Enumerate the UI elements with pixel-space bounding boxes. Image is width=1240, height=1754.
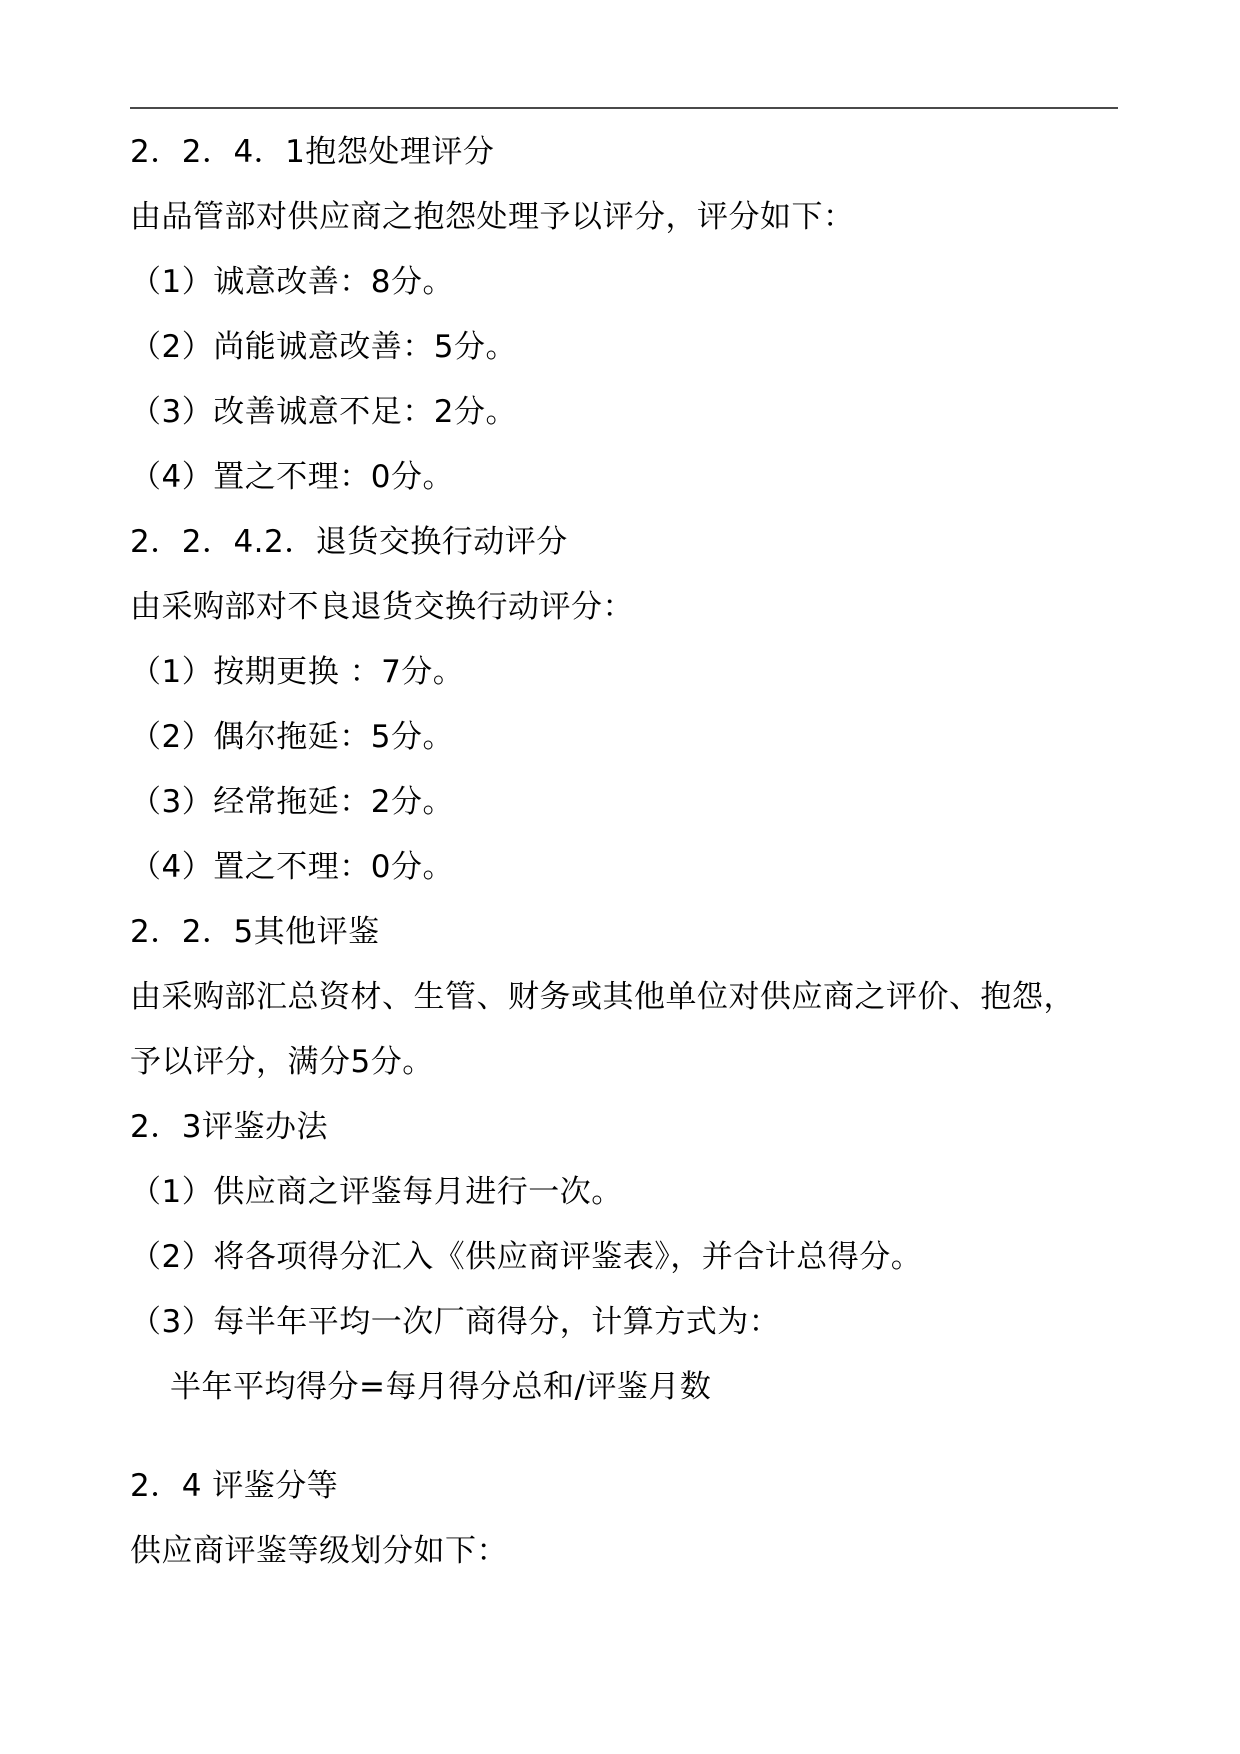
formula: 半年平均得分=每月得分总和/评鉴月数 [170,1369,712,1405]
section-heading-evaluation-grading: 2．4 评鉴分等 [130,1468,339,1504]
list-item: （2）将各项得分汇入《供应商评鉴表》，并合计总得分。 [130,1239,923,1275]
list-item: （2）尚能诚意改善：5分。 [130,329,517,365]
list-item: （3）每半年平均一次厂商得分，计算方式为： [130,1304,781,1340]
section-heading-return-exchange: 2．2．4.2．退货交换行动评分 [130,524,568,560]
section-heading-complaint-handling: 2．2．4．1抱怨处理评分 [130,134,495,170]
list-item: （2）偶尔拖延：5分。 [130,719,454,755]
header-rule [130,107,1118,109]
paragraph: 由采购部对不良退货交换行动评分： [130,589,634,625]
list-item: （1）按期更换 ：7分。 [130,654,465,690]
list-item: （3）经常拖延：2分。 [130,784,454,820]
list-item: （3）改善诚意不足：2分。 [130,394,517,430]
paragraph: 予以评分，满分5分。 [130,1044,434,1080]
list-item: （1）诚意改善：8分。 [130,264,454,300]
paragraph: 供应商评鉴等级划分如下： [130,1533,508,1569]
paragraph: 由采购部汇总资材、生管、财务或其他单位对供应商之评价、抱怨， [130,979,1075,1015]
document-body [130,120,1120,1584]
paragraph: 由品管部对供应商之抱怨处理予以评分，评分如下： [130,199,855,235]
section-heading-evaluation-method: 2．3评鉴办法 [130,1109,328,1145]
list-item: （1）供应商之评鉴每月进行一次。 [130,1174,623,1210]
section-heading-other-evaluation: 2．2．5其他评鉴 [130,914,380,950]
list-item: （4）置之不理：0分。 [130,459,454,495]
list-item: （4）置之不理：0分。 [130,849,454,885]
